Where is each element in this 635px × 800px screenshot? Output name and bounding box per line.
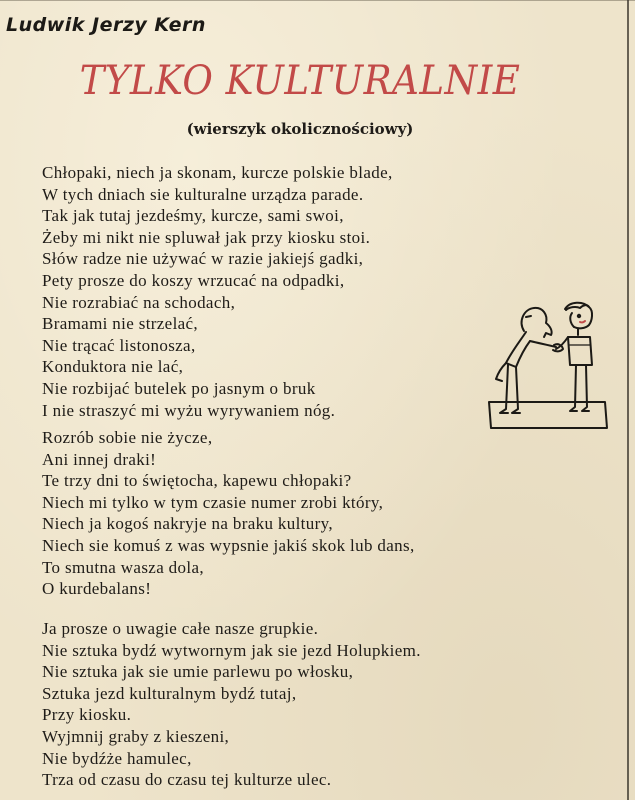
poem-line: Nie sztuka jak sie umie parlewu po włosku,: [42, 662, 354, 682]
poem-line: Niech ja kogoś nakryje na braku kultury,: [42, 514, 333, 534]
column-rule: [627, 0, 629, 800]
poem-line: Nie trącać listonosza,: [42, 335, 196, 355]
poem-line: Przy kiosku.: [42, 705, 132, 725]
poem-line: Słów radze nie używać w razie jakiejś gadki,: [42, 249, 364, 269]
poem-subtitle: (wierszyk okolicznościowy): [186, 120, 414, 138]
poem-line: Te trzy dni to świętocha, kapewu chłopaki?: [42, 471, 352, 491]
poem-line: Chłopaki, niech ja skonam, kurcze polskie blade,: [42, 163, 393, 182]
poem-line: Konduktora nie lać,: [42, 357, 184, 377]
poem-line: Tak jak tutaj jezdeśmy, kurcze, sami swoi,: [42, 206, 344, 226]
poem-line: Nie sztuka bydź wytwornym jak sie jezd Holupkiem.: [42, 640, 421, 660]
poem-line: Żeby mi nikt nie spluwał jak przy kiosku stoi.: [42, 227, 371, 247]
illustration-hand-kiss: [486, 295, 611, 433]
poem-line: Ja prosze o uwagie całe nasze grupkie.: [42, 619, 319, 638]
poem-line: Ani innej draki!: [42, 449, 157, 469]
poem-line: W tych dniach sie kulturalne urządza parade.: [42, 184, 364, 204]
poem-line: Pety prosze do koszy wrzucać na odpadki,: [42, 270, 345, 290]
poem-line: Wyjmnij graby z kieszeni,: [42, 726, 230, 746]
poem-title: TYLKO KULTURALNIE: [79, 58, 521, 104]
top-rule: [0, 0, 635, 1]
stanza-3: [42, 618, 421, 791]
poem-line: Sztuka jezd kulturalnym bydź tutaj,: [42, 683, 297, 703]
poem-line: Bramami nie strzelać,: [42, 314, 199, 334]
author-name: Ludwik Jerzy Kern: [6, 14, 206, 36]
stanza-1: [42, 162, 393, 421]
poem-line: O kurdebalans!: [42, 579, 152, 599]
stanza-2: [42, 427, 415, 600]
poem-line: Nie rozbijać butelek po jasnym o bruk: [42, 378, 316, 398]
poem-line: Niech sie komuś z was wypsnie jakiś skok lub dans,: [42, 535, 415, 555]
poem-line: Nie rozrabiać na schodach,: [42, 292, 236, 312]
poem-line: Rozrób sobie nie życze,: [42, 428, 213, 447]
poem-line: Nie bydźże hamulec,: [42, 748, 192, 768]
poem-line: Niech mi tylko w tym czasie numer zrobi który,: [42, 492, 384, 512]
poem-line: To smutna wasza dola,: [42, 557, 204, 577]
poem-line: I nie straszyć mi wyżu wyrywaniem nóg.: [42, 400, 336, 420]
poem-line: Trza od czasu do czasu tej kulturze ulec.: [42, 770, 332, 790]
